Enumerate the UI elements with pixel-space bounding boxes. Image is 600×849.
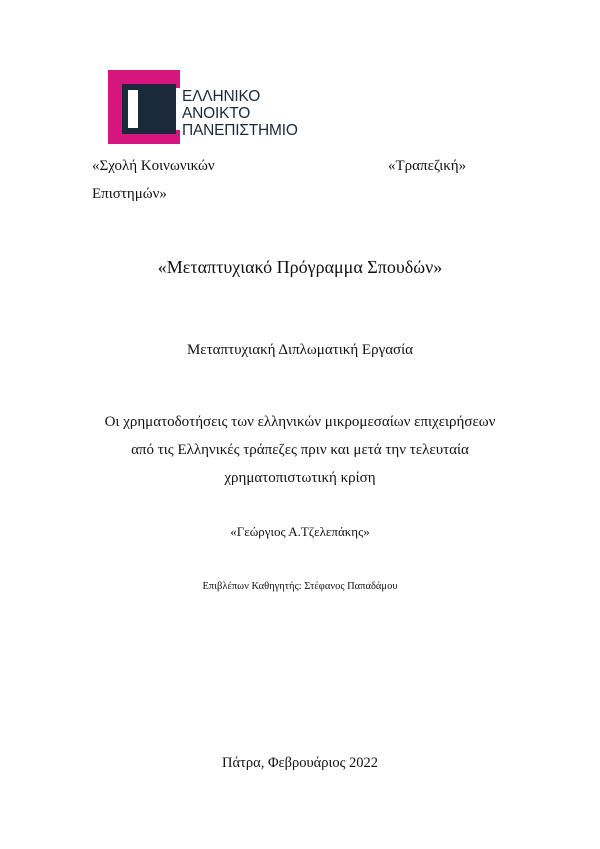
thesis-title-line: από τις Ελληνικές τράπεζες πριν και μετά την τελευταία <box>131 442 469 458</box>
school-name-line-2: Επιστημών» <box>92 186 167 202</box>
thesis-type: Μεταπτυχιακή Διπλωματική Εργασία <box>186 342 414 358</box>
author-name: «Γεώργιος Α.Τζελεπάκης» <box>230 524 370 539</box>
thesis-title-line: χρηματοπιστωτική κρίση <box>224 470 376 486</box>
place-date: Πάτρα, Φεβρουάριος 2022 <box>221 755 379 771</box>
logo-text-line: ΕΛΛΗΝΙΚΟ <box>182 88 261 105</box>
school-name-line-1: «Σχολή Κοινωνικών <box>92 158 215 174</box>
program-name: «Μεταπτυχιακό Πρόγραμμα Σπουδών» <box>157 257 443 277</box>
thesis-title <box>0 408 600 492</box>
thesis-title-line: Οι χρηματοδοτήσεις των ελληνικών μικρομεσαίων επιχειρήσεων <box>104 414 496 430</box>
university-logo-text <box>182 88 298 139</box>
university-logo-mark <box>108 70 180 144</box>
department-name: «Τραπεζική» <box>388 158 467 174</box>
logo-text-line: ΑΝΟΙΚΤΟ <box>182 105 251 122</box>
supervisor: Επιβλέπων Καθηγητής: Στέφανος Παπαδάμου <box>202 581 398 592</box>
logo-text-line: ΠΑΝΕΠΙΣΤΗΜΙΟ <box>182 122 298 139</box>
